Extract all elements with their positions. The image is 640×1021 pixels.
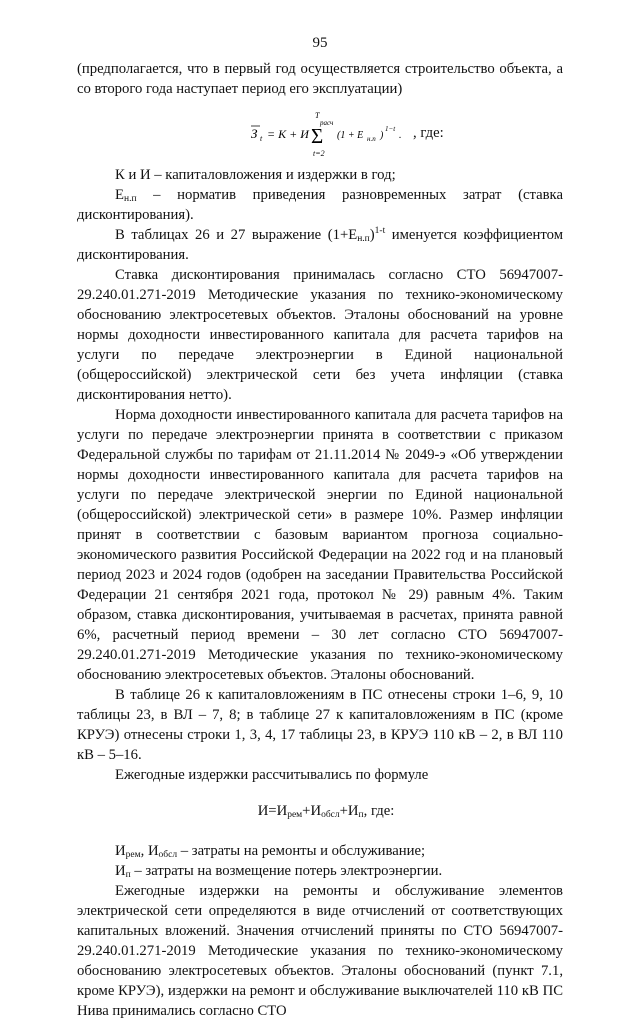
formula-exponent: 1−t [385,125,396,133]
table26-paragraph: В таблице 26 к капиталовложениям в ПС отнесены строки 1–6, 9, 10 таблицы 23, в ВЛ – 7, 8; в таблице 27 к капиталовложениям в ПС (кроме КРУЭ) отнесены строки 1, 3, 4, 17 таблицы 23, в КРУЭ 110 кВ – 2, в ВЛ 110 кВ – 5–16. [77,687,563,763]
definition-e: $Е_{н.п}$ – норматив приведения разновременных затрат (ставка дисконтирования). [77,187,563,223]
definition-losses: $И_п$ – затраты на возмещение потерь электроэнергии. [115,863,443,880]
definition-k: К и И – капиталовложения и издержки в год; [115,167,396,183]
discount-rate-paragraph: Ставка дисконтирования принималась согласно СТО 56947007-29.240.01.271-2019 Методические указания по технико-экономическому обоснованию электросетевых объектов. Эталоны обоснований на уровне нормы доходности инвестированного капитала для расчета тарифов на услуги по передаче электроэнергии в Единой национальной (общероссийской) электрической сети без учета инфляции (ставка дисконтирования нетто). [77,267,563,403]
intro-paragraph: (предполагается, что в первый год осуществляется строительство объекта, а со второго года наступает период его эксплуатации) [77,61,563,97]
formula-image [249,105,409,161]
formula-sum-top: T [315,111,320,120]
annual-costs-formula: $И=И_{рем}+И_{обсл}+И_п$, где: [257,803,395,820]
formula-lhs-sub: t [260,134,263,143]
page-number: 95 [312,35,328,51]
formula-eq-left: = K + И [267,127,309,141]
formula-sum-symbol: Σ [311,124,324,148]
definition-rem: $И_{рем}$, $И_{обсл}$ – затраты на ремонты и обслуживание; [115,843,426,860]
formula-sum-top-sub: расч [320,119,334,127]
formula-sum-bottom: t=2 [313,149,325,158]
formula-term: (1 + E [337,130,364,141]
annual-costs-intro: Ежегодные издержки рассчитывались по формуле [115,767,429,783]
document-page [77,34,563,1021]
discounted-cost-formula [77,99,563,165]
formula-where: , где: [413,125,444,141]
formula-lhs: З [251,126,258,141]
formula-term-sub: н.п [367,135,376,143]
tables-note: В таблицах 26 и 27 выражение $(1+Е_{н.п})^{1-t}$ именуется коэффициентом дисконтирования. [77,226,563,263]
formula-term-close: ) [380,130,384,141]
return-norm-paragraph: Норма доходности инвестированного капитала для расчета тарифов на услуги по передаче электроэнергии принята в соответствии с приказом Федеральной службы по тарифам от 21.11.2014 № 2049-э «Об утверждении нормы доходности инвестированного капитала для расчета тарифов на услуги по передаче электрической энергии по Единой национальной (общероссийской) электрической сети» в размере 10%. Размер инфляции принят в соответствии с базовым вариантом прогноза социально-экономического развития Российской Федерации на 2022 год и на плановый период 2023 и 2024 годов (одобрен на заседании Правительства Российской Федерации 21 сентября 2021 года, протокол № 29) равным 4%. Таким образом, ставка дисконтирования, учитываемая в расчетах, принята равной 6%, расчетный период времени – 30 лет согласно СТО 56947007-29.240.01.271-2019 Методические указания по технико-экономическому обоснованию электросетевых объектов. Эталоны обоснований. [77,407,563,683]
formula-term-end: . [399,130,402,141]
maintenance-paragraph: Ежегодные издержки на ремонты и обслуживание элементов электрической сети определяются в виде отчислений от соответствующих капитальных вложений. Значения отчислений приняты по СТО 56947007-29.240.01.271-2019 Методические указания по технико-экономическому обоснованию электросетевых объектов. Эталоны обоснований (пункт 7.1, кроме КРУЭ), издержки на ремонт и обслуживание выключателей 110 кВ ПС Нива принимались согласно СТО [77,883,563,1019]
